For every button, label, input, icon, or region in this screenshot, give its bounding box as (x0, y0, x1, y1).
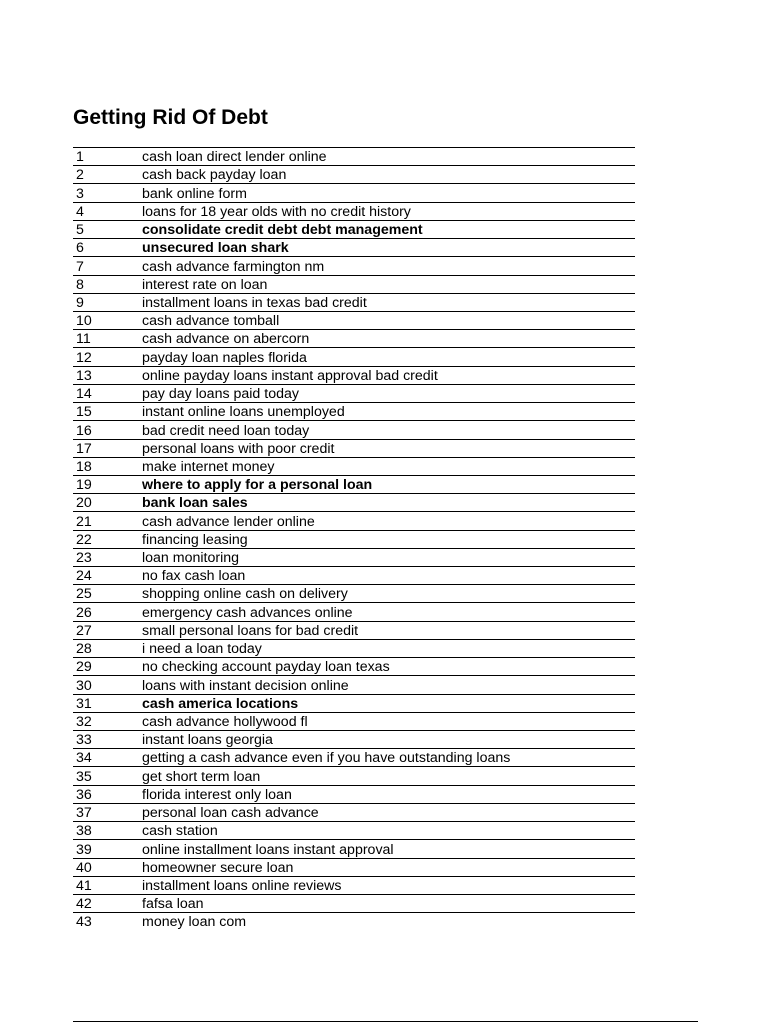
row-number: 30 (73, 676, 142, 694)
row-keyword: loan monitoring (142, 548, 635, 566)
table-row (73, 220, 635, 238)
row-keyword: pay day loans paid today (142, 384, 635, 402)
table-row (73, 712, 635, 730)
row-number: 11 (73, 330, 142, 348)
row-keyword: cash advance on abercorn (142, 330, 635, 348)
row-number: 29 (73, 658, 142, 676)
row-number: 20 (73, 494, 142, 512)
row-number: 7 (73, 257, 142, 275)
row-keyword: loans for 18 year olds with no credit history (142, 202, 635, 220)
row-number: 4 (73, 202, 142, 220)
footer-divider (73, 1021, 698, 1022)
row-keyword: getting a cash advance even if you have outstanding loans (142, 749, 635, 767)
row-keyword: online installment loans instant approval (142, 840, 635, 858)
row-number: 16 (73, 421, 142, 439)
row-keyword: cash advance lender online (142, 512, 635, 530)
table-row (73, 894, 635, 912)
row-keyword: cash loan direct lender online (142, 148, 635, 166)
table-row (73, 603, 635, 621)
row-number: 18 (73, 457, 142, 475)
row-number: 43 (76, 914, 92, 931)
row-number: 23 (73, 548, 142, 566)
row-keyword: personal loans with poor credit (142, 439, 635, 457)
table-row (73, 403, 635, 421)
table-row (73, 530, 635, 548)
row-number: 9 (73, 293, 142, 311)
row-keyword: florida interest only loan (142, 785, 635, 803)
row-keyword: small personal loans for bad credit (142, 621, 635, 639)
row-keyword: where to apply for a personal loan (142, 475, 635, 493)
row-keyword: online payday loans instant approval bad credit (142, 366, 635, 384)
table-row (73, 439, 635, 457)
table-row (73, 548, 635, 566)
table-row (73, 639, 635, 657)
row-keyword: payday loan naples florida (142, 348, 635, 366)
row-number: 1 (73, 148, 142, 166)
table-row (73, 676, 635, 694)
table-row (73, 457, 635, 475)
table-row (73, 366, 635, 384)
row-keyword: i need a loan today (142, 639, 635, 657)
row-keyword: make internet money (142, 457, 635, 475)
row-number: 38 (73, 822, 142, 840)
table-row (73, 475, 635, 493)
row-number: 39 (73, 840, 142, 858)
row-number: 25 (73, 585, 142, 603)
table-row (73, 148, 635, 166)
table-row (73, 166, 635, 184)
row-number: 37 (73, 803, 142, 821)
row-keyword: cash advance tomball (142, 311, 635, 329)
row-number: 12 (73, 348, 142, 366)
row-keyword: financing leasing (142, 530, 635, 548)
row-number: 6 (73, 239, 142, 257)
row-number: 33 (73, 731, 142, 749)
row-number: 2 (73, 166, 142, 184)
row-number: 21 (73, 512, 142, 530)
row-number: 5 (73, 220, 142, 238)
row-keyword: unsecured loan shark (142, 239, 635, 257)
keyword-rows (73, 148, 635, 931)
row-number: 34 (73, 749, 142, 767)
row-keyword: bad credit need loan today (142, 421, 635, 439)
row-number: 31 (73, 694, 142, 712)
row-number: 41 (73, 876, 142, 894)
row-keyword: money loan com (142, 914, 247, 931)
table-row (73, 311, 635, 329)
row-number: 35 (73, 767, 142, 785)
row-keyword: cash station (142, 822, 635, 840)
row-keyword: cash back payday loan (142, 166, 635, 184)
page-title: Getting Rid Of Debt (73, 106, 268, 129)
row-keyword: emergency cash advances online (142, 603, 635, 621)
row-keyword: personal loan cash advance (142, 803, 635, 821)
row-keyword: shopping online cash on delivery (142, 585, 635, 603)
table-row (73, 384, 635, 402)
row-number: 3 (73, 184, 142, 202)
table-row (73, 694, 635, 712)
table-row (73, 803, 635, 821)
table-row (73, 767, 635, 785)
row-number: 27 (73, 621, 142, 639)
row-keyword: fafsa loan (142, 894, 635, 912)
row-number: 15 (73, 403, 142, 421)
row-number: 17 (73, 439, 142, 457)
table-row (73, 184, 635, 202)
table-row (73, 512, 635, 530)
table-row (73, 348, 635, 366)
table-row (73, 913, 635, 931)
row-keyword: installment loans in texas bad credit (142, 293, 635, 311)
row-keyword: consolidate credit debt debt management (142, 220, 635, 238)
row-number: 32 (73, 712, 142, 730)
table-row (73, 785, 635, 803)
row-number: 22 (73, 530, 142, 548)
row-number: 19 (73, 475, 142, 493)
row-keyword: interest rate on loan (142, 275, 635, 293)
table-row (73, 421, 635, 439)
table-row (73, 858, 635, 876)
row-keyword: instant loans georgia (142, 731, 635, 749)
row-number: 28 (73, 639, 142, 657)
row-keyword: loans with instant decision online (142, 676, 635, 694)
row-keyword: instant online loans unemployed (142, 403, 635, 421)
table-row (73, 330, 635, 348)
table-row (73, 822, 635, 840)
table-row (73, 658, 635, 676)
table-row (73, 621, 635, 639)
row-keyword: no checking account payday loan texas (142, 658, 635, 676)
row-number: 42 (73, 894, 142, 912)
table-row (73, 494, 635, 512)
row-number: 26 (73, 603, 142, 621)
row-keyword: bank online form (142, 184, 635, 202)
row-keyword: cash america locations (142, 694, 635, 712)
row-keyword: installment loans online reviews (142, 876, 635, 894)
table-row (73, 840, 635, 858)
row-keyword: get short term loan (142, 767, 635, 785)
table-row (73, 876, 635, 894)
row-number: 10 (73, 311, 142, 329)
row-keyword: cash advance farmington nm (142, 257, 635, 275)
row-number: 8 (73, 275, 142, 293)
table-row (73, 293, 635, 311)
table-row (73, 257, 635, 275)
table-row (73, 239, 635, 257)
row-keyword: homeowner secure loan (142, 858, 635, 876)
table-row (73, 567, 635, 585)
row-number: 13 (73, 366, 142, 384)
table-row (73, 275, 635, 293)
row-keyword: cash advance hollywood fl (142, 712, 635, 730)
keyword-table (73, 147, 635, 930)
row-number: 14 (73, 384, 142, 402)
row-keyword: bank loan sales (142, 494, 635, 512)
table-row (73, 749, 635, 767)
row-number: 36 (73, 785, 142, 803)
table-row (73, 202, 635, 220)
table-row (73, 731, 635, 749)
table-row (73, 585, 635, 603)
row-number: 40 (73, 858, 142, 876)
row-number: 24 (73, 567, 142, 585)
row-keyword: no fax cash loan (142, 567, 635, 585)
